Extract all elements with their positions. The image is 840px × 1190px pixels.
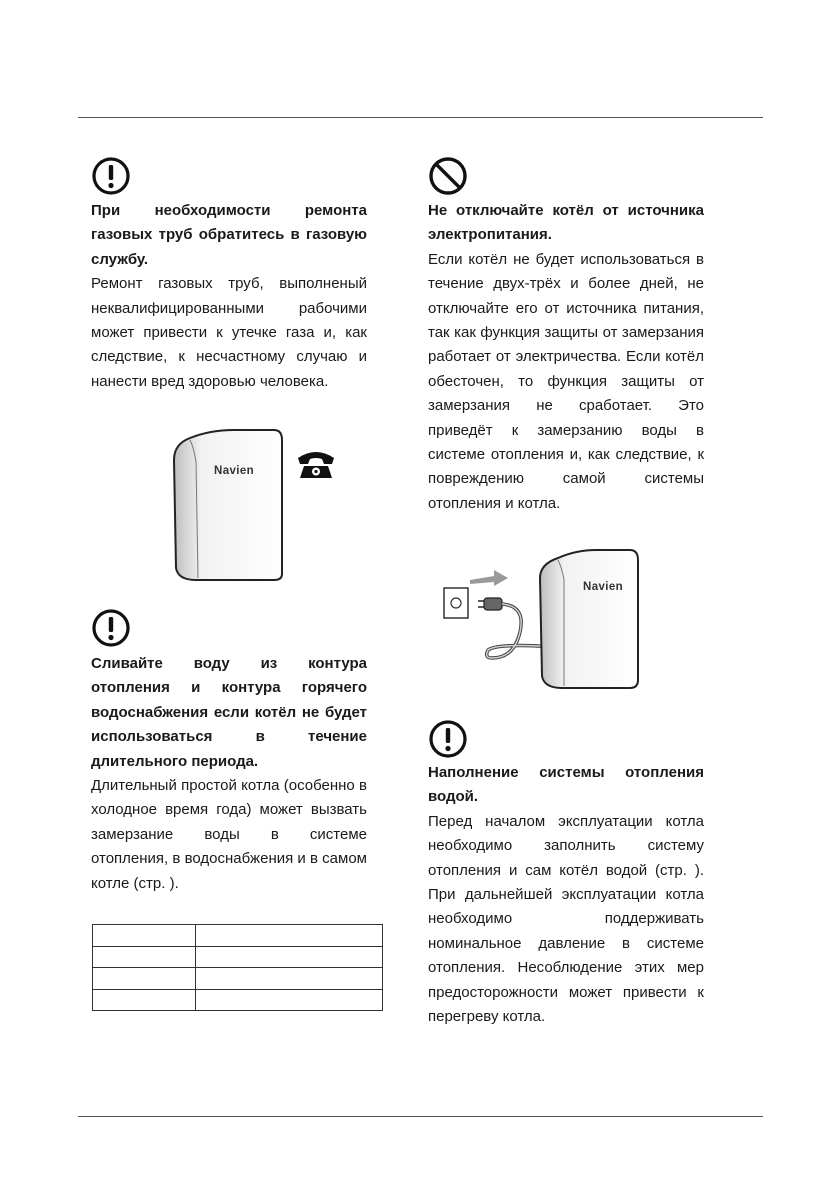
left-block1 (91, 199, 367, 394)
prohibition-icon (428, 156, 468, 196)
boiler-with-phone-illustration (170, 428, 340, 584)
boiler-logo: Navien (214, 465, 255, 477)
boiler-unplug-illustration (430, 546, 650, 696)
top-rule (78, 117, 763, 118)
left-block2-body: Длительный простой котла (особенно в холодное время года) может вызвать замерзание воды в системе отопления, в водоснабжения и в самом котле (стр. ). (91, 777, 367, 892)
table-cell (196, 925, 383, 947)
plug-icon (478, 598, 502, 610)
spec-table (92, 924, 383, 1011)
table-cell (93, 946, 196, 968)
caution-icon (428, 719, 468, 759)
boiler-logo: Navien (583, 581, 624, 593)
bottom-rule (78, 1116, 763, 1117)
right-block2-heading: Наполнение системы отопления водой. (428, 764, 704, 806)
right-block1 (428, 199, 704, 516)
table-cell (196, 968, 383, 990)
left-block1-heading: При необходимости ремонта газовых труб обратитесь в газовую службу. (91, 202, 367, 268)
right-block2 (428, 761, 704, 1029)
wall-socket-icon (444, 588, 468, 618)
right-block1-body: Если котёл не будет использоваться в течение двух-трёх и более дней, не отключайте его от источника питания, так как функция защиты от замерзания работает от электричества. Если котёл обесточен, то функция защиты от замерзания не сработает. Это приведёт к замерзанию воды в системе отопления и, как следствие, к повреждению самой системы отопления и котла. (428, 250, 704, 512)
table-row (93, 968, 383, 990)
right-block2-body: Перед началом эксплуатации котла необходимо заполнить систему отопления и сам котёл водой (стр. ). При дальнейшей эксплуатации котла необходимо поддерживать номинальное давление в системе отопления. Несоблюдение этих мер предосторожности может привести к перегреву котла. (428, 812, 704, 1026)
telephone-icon (298, 452, 334, 478)
table-cell (93, 989, 196, 1011)
arrow-icon (470, 570, 508, 586)
table-cell (196, 946, 383, 968)
caution-icon (91, 156, 131, 196)
left-block2 (91, 652, 367, 896)
caution-icon (91, 608, 131, 648)
table-row (93, 925, 383, 947)
table-cell (93, 925, 196, 947)
table-cell (93, 968, 196, 990)
right-block1-heading: Не отключайте котёл от источника электропитания. (428, 202, 704, 244)
left-block1-body: Ремонт газовых труб, выполненый неквалифицированными рабочими может привести к утечке газа и, как следствие, к несчастному случаю и нанести вред здоровью человека. (91, 275, 367, 390)
table-row (93, 989, 383, 1011)
table-cell (196, 989, 383, 1011)
table-row (93, 946, 383, 968)
left-block2-heading: Сливайте воду из контура отопления и контура горячего водоснабжения если котёл не будет использоваться в течение длительного периода. (91, 655, 367, 770)
